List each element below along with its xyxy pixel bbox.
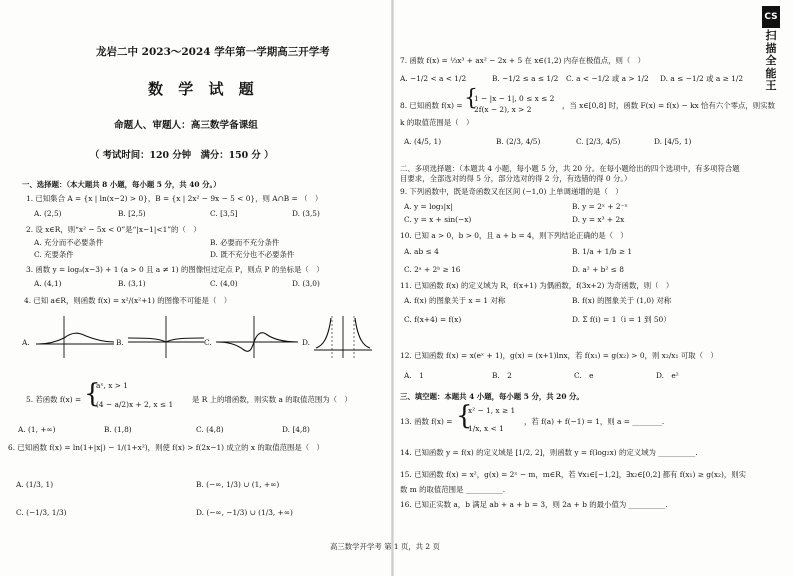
q14-stem: 14. 已知函数 y = f(x) 的定义域是 [1/2, 2]，则函数 y = f(log₂x) 的定义域为 __________. [400,448,698,457]
q9-option-b[interactable]: B. y = 2ˣ + 2⁻ˣ [572,202,628,211]
q2-option-b[interactable]: B. 必要而不充分条件 [210,238,280,247]
q6-stem: 6. 已知函数 f(x) = ln(1+|x|) − 1/(1+x²)，则使 f(x) > f(2x−1) 成立的 x 的取值范围是（ ） [8,443,324,452]
q4-graph-c [214,314,300,360]
q1-option-a[interactable]: A. (2,5) [34,209,62,218]
q5-option-d[interactable]: D. [4,8) [282,425,310,434]
q9-option-c[interactable]: C. y = x + sin(−x) [404,215,472,224]
q6-option-b[interactable]: B. (−∞, 1/3) ∪ (1, +∞) [196,480,280,489]
subject-title: 数 学 试 题 [148,80,259,98]
q8-option-b[interactable]: B. (2/3, 4/5) [496,137,541,146]
q16-stem: 16. 已知正实数 a，b 满足 ab + a + b = 3，则 2a + b 的最小值为 __________. [400,500,668,509]
q3-option-b[interactable]: B. (3,1) [118,279,146,288]
q4-graph-b [126,314,206,360]
q7-stem: 7. 函数 f(x) = ⅓x³ + ax² − 2x + 5 在 x∈(1,2) 内存在极值点，则（ ） [400,56,646,65]
q5-case1: aˣ, x > 1 [96,381,128,390]
q7-option-d[interactable]: D. a ≤ −1/2 或 a ≥ 1/2 [660,74,744,83]
q7-option-c[interactable]: C. a < −1/2 或 a > 1/2 [566,74,649,83]
q1-option-c[interactable]: C. [3,5] [210,209,238,218]
section3-title: 三、填空题：本题共 4 小题，每小题 5 分，共 20 分。 [400,392,584,401]
q12-option-b[interactable]: B. 2 [492,371,512,380]
q8-option-c[interactable]: C. [2/3, 4/5) [576,137,621,146]
q10-stem: 10. 已知 a > 0，b > 0，且 a + b = 4，则下列结论正确的是（ ） [400,231,628,240]
q8-option-d[interactable]: D. [4/5, 1) [654,137,692,146]
q8-stem-a: 8. 已知函数 f(x) = [400,101,463,110]
q5-stem-a: 5. 若函数 f(x) = [26,395,82,404]
q4-stem: 4. 已知 a∈R，则函数 f(x) = x²/(x²+1) 的图像不可能是（ ） [24,296,232,305]
q10-option-a[interactable]: A. ab ≤ 4 [404,247,439,256]
q3-option-d[interactable]: D. (3,0) [292,279,320,288]
q5-option-c[interactable]: C. (4,8) [196,425,224,434]
page-fold [391,0,394,576]
q4-option-a[interactable]: A. [22,338,30,347]
q11-option-a[interactable]: A. f(x) 的图象关于 x = 1 对称 [404,296,506,305]
q4-graph-d [312,314,374,360]
q11-option-b[interactable]: B. f(x) 的图象关于 (1,0) 对称 [572,296,672,305]
q9-stem: 9. 下列函数中，既是奇函数又在区间 (−1,0) 上单调递增的是（ ） [400,187,623,196]
scanner-badge-text: 扫 描 全 能 王 [765,29,777,92]
q4-option-c[interactable]: C. [204,338,212,347]
q12-stem: 12. 已知函数 f(x) = x(eˣ + 1)，g(x) = (x+1)lnx，若 f(x₁) = g(x₂) > 0，则 x₂/x₁ 可取（ ） [400,351,718,360]
q9-option-d[interactable]: D. y = x³ + 2x [572,215,625,224]
exam-info: （ 考试时间：120 分钟 满分：150 分 ） [90,150,274,161]
q13-case1: x² − 1, x ≥ 1 [468,406,516,415]
q7-option-a[interactable]: A. −1/2 < a < 1/2 [400,74,467,83]
q8-case2: 2f(x − 2), x > 2 [474,105,532,114]
scanner-badge [760,6,786,96]
scanner-logo: CS [762,6,780,28]
q8-option-a[interactable]: A. (4/5, 1) [404,137,442,146]
section1-title: 一、选择题：（本大题共 8 小题，每小题 5 分，共 40 分。） [22,180,221,189]
q12-option-c[interactable]: C. e [574,371,594,380]
q6-option-c[interactable]: C. (−1/3, 1/3) [16,508,67,517]
q11-option-c[interactable]: C. f(x+4) = f(x) [404,315,462,324]
q5-case2: (4 − a/2)x + 2, x ≤ 1 [96,400,174,409]
q13-case2: 1/x, x < 1 [468,424,504,433]
q3-option-a[interactable]: A. (4,1) [34,279,62,288]
q15-stem-b: 数 m 的取值范围是 __________. [400,485,506,494]
q10-option-c[interactable]: C. 2ᵃ + 2ᵇ ≥ 16 [404,265,461,274]
q2-option-d[interactable]: D. 既不充分也不必要条件 [210,250,295,259]
q2-option-a[interactable]: A. 充分而不必要条件 [34,238,104,247]
q3-option-c[interactable]: C. (4,0) [210,279,238,288]
q12-option-d[interactable]: D. e² [656,371,679,380]
q1-stem: 1. 已知集合 A = {x | ln(x−2) > 0}，B = {x | 2x² − 9x − 5 < 0}，则 A∩B = （ ） [26,194,323,203]
q4-graph-a [34,314,116,360]
left-column [0,0,392,576]
q12-option-a[interactable]: A. 1 [404,371,424,380]
q2-stem: 2. 设 x∈R，则“x² − 5x < 0”是“|x−1|<1”的（ ） [26,225,201,234]
page-footer: 高三数学开学考 第 1 页，共 2 页 [330,542,440,551]
q2-option-c[interactable]: C. 充要条件 [34,250,74,259]
q13-stem-b: ，若 f(a) + f(−1) = 1，则 a = ________. [524,417,665,426]
q10-option-d[interactable]: D. a² + b² ≤ 8 [572,265,624,274]
q6-option-a[interactable]: A. (1/3, 1) [16,480,54,489]
section2-title: 二、多项选择题：（本题共 4 小题，每小题 5 分，共 20 分。在每小题给出的四个选项中，有多项符合题目要求，全部选对的得 5 分，部分选对的得 2 分，有选错的得 0 分。） [400,164,740,183]
q11-stem: 11. 已知函数 f(x) 的定义域为 R，f(x+1) 为偶函数，f(3x+2) 为奇函数，则（ ） [400,281,674,290]
q6-option-d[interactable]: D. (−∞, −1/3) ∪ (1/3, +∞) [196,508,293,517]
q4-option-b[interactable]: B. [116,338,124,347]
q10-option-b[interactable]: B. 1/a + 1/b ≥ 1 [572,247,633,256]
q13-stem-a: 13. 函数 f(x) = [400,417,453,426]
q3-stem: 3. 函数 y = logₐ(x−3) + 1 (a > 0 且 a ≠ 1) 的图像恒过定点 P，则点 P 的坐标是（ ） [26,265,324,274]
q5-stem-b: 是 R 上的增函数，则实数 a 的取值范围为（ ） [192,395,352,404]
q8-brace: { [464,86,478,111]
q15-stem: 15. 已知函数 f(x) = x²，g(x) = 2ˣ − m，m∈R，若 ∀x₁∈[−1,2]，∃x₂∈[0,2] 都有 f(x₁) ≥ g(x₂)，则实 [400,470,747,479]
q8-stem-b: ，当 x∈[0,8] 时，函数 F(x) = f(x) − kx 恰有六个零点，则实数 [562,101,775,110]
q5-option-a[interactable]: A. (1, +∞) [18,425,56,434]
q8-case1: 1 − |x − 1|, 0 ≤ x ≤ 2 [474,94,555,103]
q4-option-d[interactable]: D. [302,338,311,347]
q13-brace: { [456,401,473,431]
q5-option-b[interactable]: B. (1,8) [104,425,132,434]
q11-option-d[interactable]: D. Σ f(i) = 1（i = 1 到 50） [572,315,671,324]
school-title: 龙岩二中 2023～2024 学年第一学期高三开学考 [96,46,330,58]
q1-option-b[interactable]: B. [2,5) [118,209,146,218]
q9-option-a[interactable]: A. y = log₃|x| [404,202,453,211]
q1-option-d[interactable]: D. (3,5) [292,209,320,218]
q8-stem-c: k 的取值范围是（ ） [400,118,474,127]
q5-brace: { [84,379,101,409]
q7-option-b[interactable]: B. −1/2 ≤ a ≤ 1/2 [492,74,559,83]
authors: 命题人、审题人：高三数学备课组 [114,120,258,131]
